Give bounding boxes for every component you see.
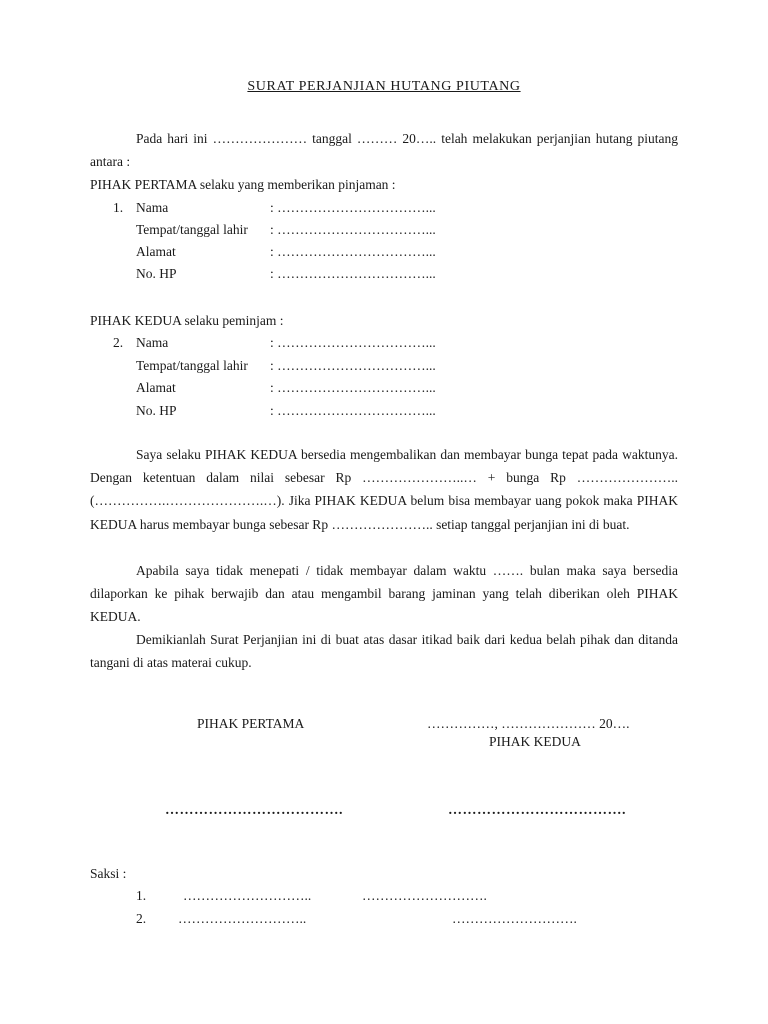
field-value: : ……………………………...	[270, 222, 436, 237]
intro-paragraph: Pada hari ini ………………… tanggal ……… 20….. telah melakukan perjanjian hutang piutang antara :	[90, 131, 678, 170]
saksi-line-left: ………………………..	[183, 888, 312, 903]
field-label: No. HP	[136, 266, 177, 281]
paragraph-terms: Saya selaku PIHAK KEDUA bersedia mengembalikan dan membayar bunga tepat pada waktunya. Dengan ketentuan dalam nilai sebesar Rp …………………..… + bunga Rp ………………….. (…………….………………….…). Jika PIHAK KEDUA belum bisa membayar uang pokok maka PIHAK KEDUA harus membayar bunga sebesar Rp ………………….. setiap tanggal perjanjian ini di buat.	[90, 447, 678, 532]
signature-line-right: ……………………………….	[448, 803, 626, 818]
document-title: SURAT PERJANJIAN HUTANG PIUTANG	[247, 79, 521, 94]
field-label: Nama	[136, 200, 169, 215]
field-value: : ……………………………...	[270, 403, 436, 418]
signature-label-right: PIHAK KEDUA	[489, 734, 581, 749]
field-value: : ……………………………...	[270, 200, 436, 215]
signature-line-left: ……………………………….	[165, 803, 343, 818]
field-value: : ……………………………...	[270, 266, 436, 281]
field-label: Tempat/tanggal lahir	[136, 222, 248, 237]
field-value: : ……………………………...	[270, 335, 436, 350]
pihak-kedua-number: 2.	[113, 335, 124, 350]
signature-label-left: PIHAK PERTAMA	[197, 716, 305, 731]
saksi-heading: Saksi :	[90, 866, 127, 881]
field-value: : ……………………………...	[270, 380, 436, 395]
field-label: Tempat/tanggal lahir	[136, 358, 248, 373]
saksi-line-left: ………………………..	[178, 911, 307, 926]
paragraph-closing: Demikianlah Surat Perjanjian ini di buat atas dasar itikad baik dari kedua belah pihak dan ditanda tangani di atas materai cukup.	[90, 632, 678, 671]
saksi-number: 1.	[136, 888, 147, 903]
saksi-number: 2.	[136, 911, 147, 926]
signature-date-line: ……………, ………………… 20….	[427, 716, 630, 731]
pihak-pertama-heading: PIHAK PERTAMA selaku yang memberikan pinjaman :	[90, 177, 396, 192]
field-value: : ……………………………...	[270, 244, 436, 259]
field-label: Nama	[136, 335, 169, 350]
field-label: Alamat	[136, 380, 176, 395]
pihak-kedua-heading: PIHAK KEDUA selaku peminjam :	[90, 313, 284, 328]
field-value: : ……………………………...	[270, 358, 436, 373]
field-label: Alamat	[136, 244, 176, 259]
pihak-pertama-number: 1.	[113, 200, 124, 215]
saksi-line-right: ……………………….	[362, 888, 487, 903]
saksi-line-right: ……………………….	[452, 911, 577, 926]
field-label: No. HP	[136, 403, 177, 418]
paragraph-default: Apabila saya tidak menepati / tidak membayar dalam waktu ……. bulan maka saya bersedia dilaporkan ke pihak berwajib dan atau mengambil barang jaminan yang telah diberikan oleh PIHAK KEDUA.	[90, 563, 678, 625]
